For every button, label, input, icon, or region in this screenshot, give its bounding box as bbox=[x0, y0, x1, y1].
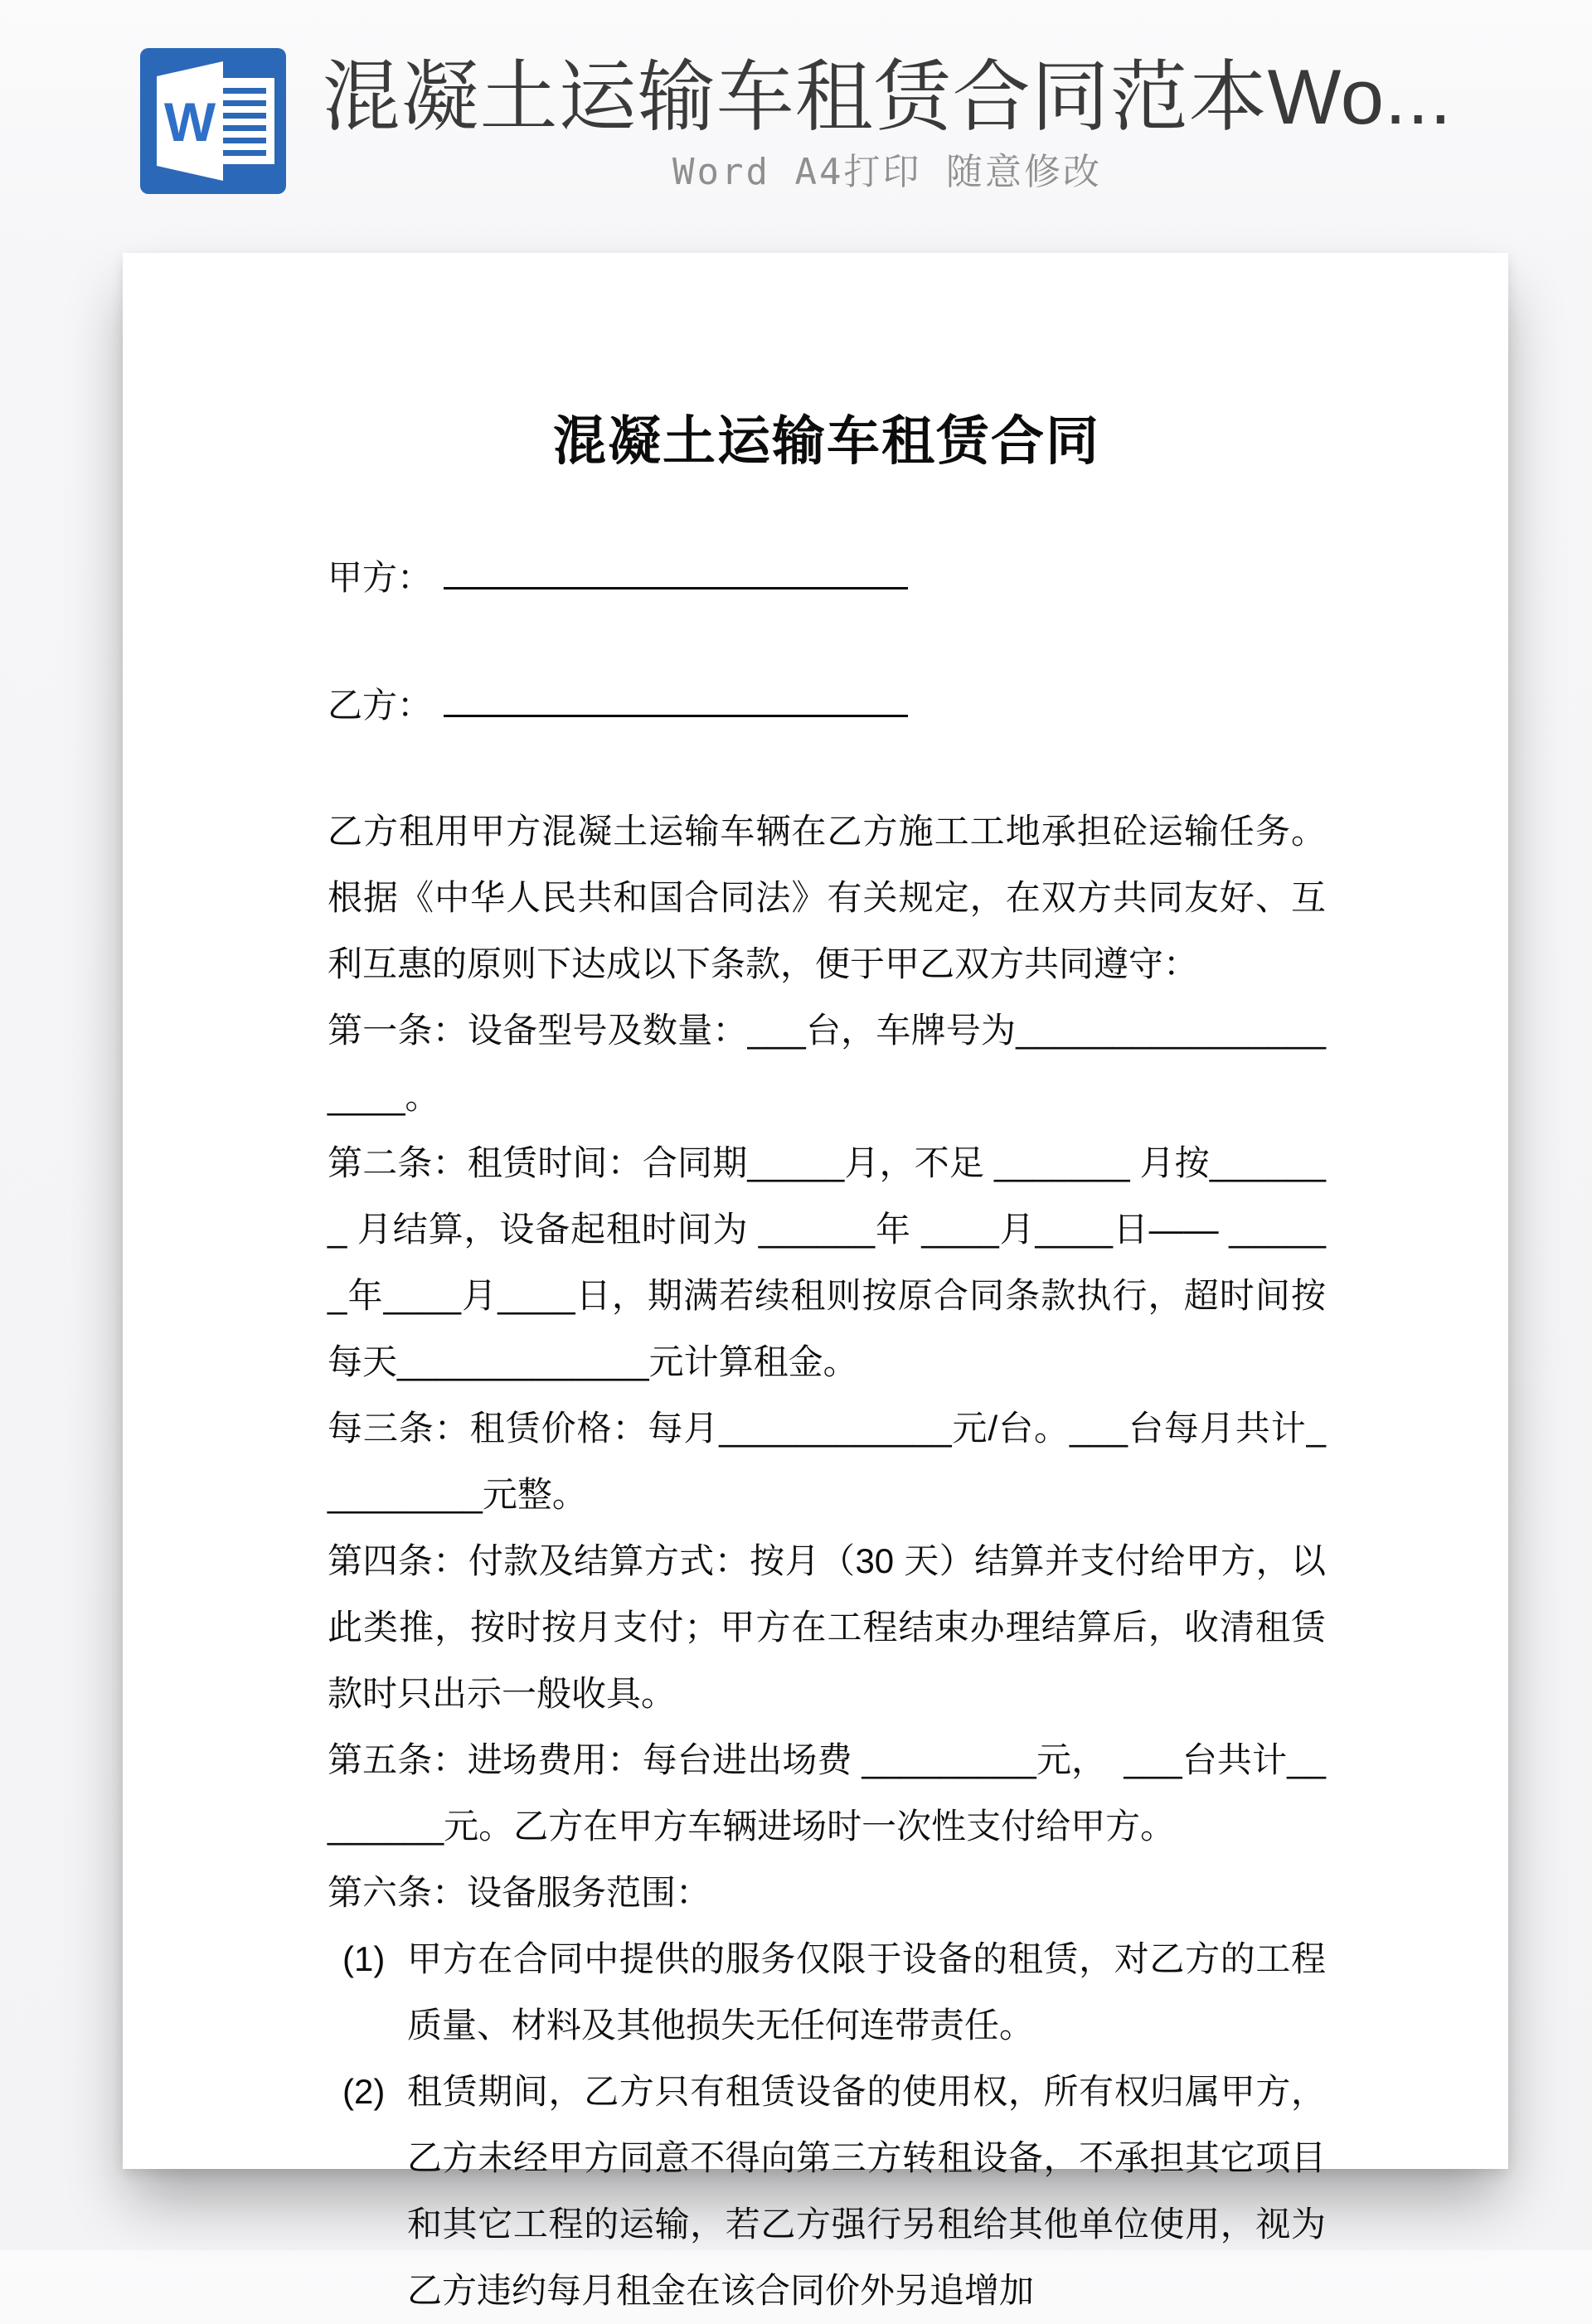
preview-header bbox=[0, 0, 1592, 194]
contract-clause-4: 第四条：付款及结算方式：按月（30 天）结算并支付给甲方，以此类推，按时按月支付；甲方在工程结束办理结算后，收清租赁款时只出示一般收具。 bbox=[328, 1541, 1326, 1713]
list-number: (2) bbox=[342, 2072, 386, 2111]
contract-clause-3: 每三条：租赁价格：每月____________元/台。___台每月共计_________元整。 bbox=[328, 1409, 1326, 1514]
header-title-row bbox=[140, 48, 1453, 194]
party-b-label: 乙方： bbox=[328, 686, 433, 725]
party-b-line bbox=[328, 671, 1326, 740]
contract-body bbox=[328, 798, 1326, 2324]
word-icon bbox=[140, 48, 286, 194]
word-icon-letter: W bbox=[163, 91, 216, 153]
contract-clause-6: 第六条：设备服务范围： bbox=[328, 1873, 711, 1912]
contract-clause-1: 第一条：设备型号及数量：___台，车牌号为____________________。 bbox=[328, 1011, 1326, 1116]
list-item-text: 甲方在合同中提供的服务仅限于设备的租赁，对乙方的工程质量、材料及其他损失无任何连带责任。 bbox=[407, 1939, 1326, 2045]
list-item-text: 租赁期间，乙方只有租赁设备的使用权，所有权归属甲方，乙方未经甲方同意不得向第三方转租设备，不承担其它项目和其它工程的运输，若乙方强行另租给其他单位使用，视为乙方违约每月租金在该合同价外另追增加 bbox=[407, 2072, 1326, 2310]
list-item bbox=[328, 2059, 1326, 2324]
contract-clause-5: 第五条：进场费用：每台进出场费 _________元， ___台共计________元。乙方在甲方车辆进场时一次性支付给甲方。 bbox=[328, 1740, 1326, 1846]
list-number: (1) bbox=[342, 1939, 386, 1978]
header-text-block bbox=[323, 48, 1453, 194]
document-title: 混凝土运输车租赁合同 bbox=[553, 411, 1100, 471]
list-item bbox=[328, 1926, 1326, 2059]
party-b-blank-line bbox=[444, 680, 908, 717]
contract-clause-2: 第二条：租赁时间：合同期_____月，不足 _______ 月按_______ 月结算，设备起租时间为 ______年 ____月____日—— ______年____月____日，期满若续租则按原合同条款执行，超时间按每天_____________元计算租金。 bbox=[328, 1143, 1326, 1381]
file-title: 混凝土运输车租赁合同范本Wo... bbox=[322, 53, 1453, 140]
party-a-label: 甲方： bbox=[328, 558, 433, 597]
party-a-line bbox=[328, 543, 1326, 613]
document-page bbox=[123, 253, 1508, 2310]
file-subtitle: Word A4打印 随意修改 bbox=[672, 151, 1102, 193]
party-a-blank-line bbox=[444, 552, 908, 589]
contract-intro-paragraph: 乙方租用甲方混凝土运输车辆在乙方施工工地承担砼运输任务。根据《中华人民共和国合同法》有关规定，在双方共同友好、互利互惠的原则下达成以下条款，便于甲乙双方共同遵守： bbox=[328, 812, 1326, 983]
